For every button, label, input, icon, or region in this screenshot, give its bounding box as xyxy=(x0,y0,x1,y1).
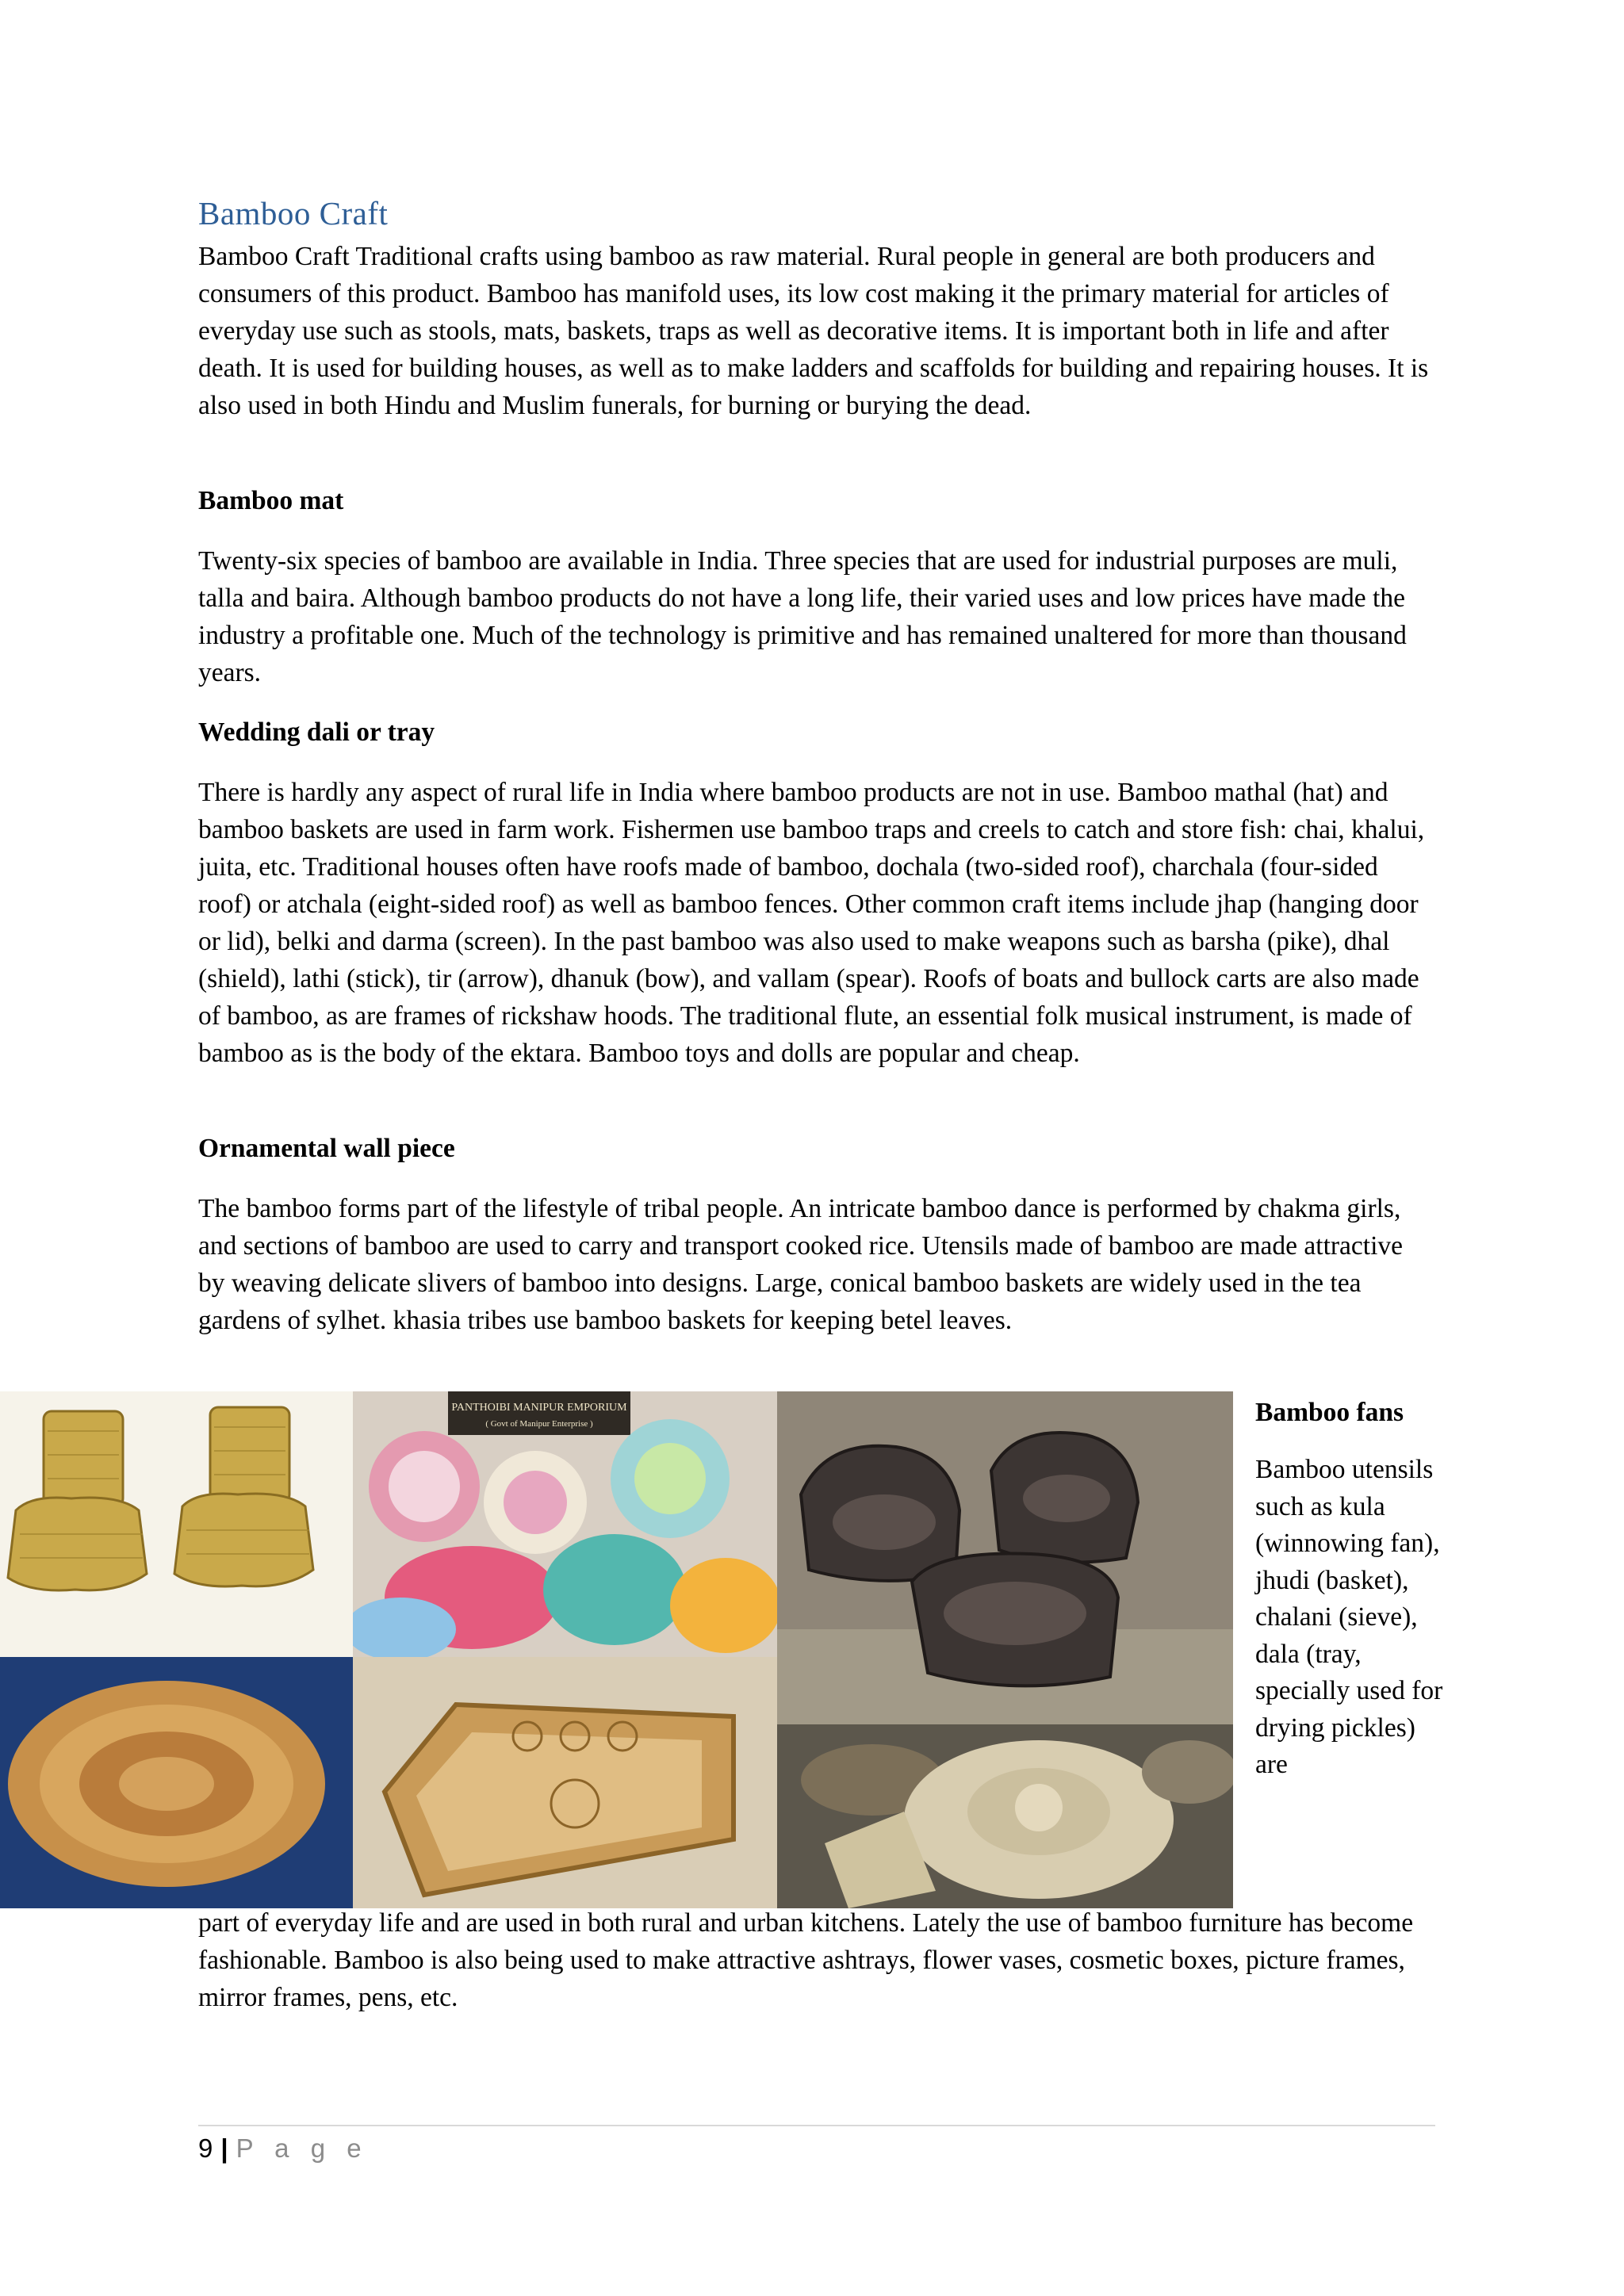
wedding-dali-body xyxy=(198,774,1435,1072)
bamboo-products-collage xyxy=(0,1391,1233,1908)
intro-block xyxy=(198,238,1435,424)
photo-wicker-furniture xyxy=(777,1391,1233,1724)
bamboo-fans-continued xyxy=(198,1904,1435,2016)
photo-bamboo-chairs xyxy=(0,1391,353,1657)
bamboo-fans-continued-paragraph: part of everyday life and are used in both rural and urban kitchens. Lately the use of bamboo furniture has become fashionable. Bamboo is also being used to make attractive ashtrays, flower vases, cosmetic boxes, picture frames, mirror frames, pens, etc. xyxy=(198,1908,1414,2012)
bamboo-mat-paragraph: Twenty-six species of bamboo are available in India. Three species that are used for industrial purposes are muli, talla and baira. Although bamboo products do not have a long life, their varied uses and low prices have made the industry a profitable one. Much of the technology is primitive and has remained unaltered for more than thousand years. xyxy=(198,546,1407,687)
bamboo-fans-heading: Bamboo fans xyxy=(1255,1398,1404,1427)
bamboo-mat-heading: Bamboo mat xyxy=(198,486,344,515)
bamboo-fans-side-column xyxy=(1255,1394,1446,1784)
photo-round-basket xyxy=(0,1657,353,1908)
page-label: P a g e xyxy=(236,2133,369,2163)
wedding-dali-heading: Wedding dali or tray xyxy=(198,718,435,747)
bamboo-fans-side-paragraph: Bamboo utensils such as kula (winnowing fan), jhudi (basket), chalani (sieve), dala (tray, specially used for drying pickles) are xyxy=(1255,1455,1443,1779)
page-footer xyxy=(198,2131,369,2166)
footer-divider xyxy=(198,2125,1435,2126)
photo-woven-hats-fans xyxy=(777,1724,1233,1908)
shop-sign-subtext: ( Govt of Manipur Enterprise ) xyxy=(485,1419,593,1429)
intro-paragraph: Bamboo Craft Traditional crafts using bamboo as raw material. Rural people in general are both producers and consumers of this product. Bamboo has manifold uses, its low cost making it the primary material for articles of everyday use such as stools, mats, baskets, traps as well as decorative items. It is important both in life and after death. It is used for building houses, as well as to make ladders and scaffolds for building and repairing houses. It is also used in both Hindu and Muslim funerals, for burning or burying the dead. xyxy=(198,242,1429,420)
ornamental-paragraph: The bamboo forms part of the lifestyle of tribal people. An intricate bamboo dance is performed by chakma girls, and sections of bamboo are used to carry and transport cooked rice. Utensils made of bamboo are made attractive by weaving delicate slivers of bamboo into designs. Large, conical bamboo baskets are widely used in the tea gardens of sylhet. khasia tribes use bamboo baskets for keeping betel leaves. xyxy=(198,1194,1404,1335)
section-title: Bamboo Craft xyxy=(198,195,389,232)
ornamental-heading: Ornamental wall piece xyxy=(198,1134,455,1163)
bamboo-mat-section xyxy=(198,482,1435,519)
ornamental-body xyxy=(198,1190,1435,1339)
bamboo-mat-body xyxy=(198,542,1435,691)
photo-rectangular-tray xyxy=(353,1657,777,1908)
ornamental-section xyxy=(198,1130,1435,1167)
wedding-dali-paragraph: There is hardly any aspect of rural life in India where bamboo products are not in use. Bamboo mathal (hat) and bamboo baskets are used in farm work. Fishermen use bamboo traps and creels to catch and store fish: chai, khalui, juita, etc. Traditional houses often have roofs made of bamboo, dochala (two-sided roof), charchala (four-sided roof) or atchala (eight-sided roof) as well as bamboo fences. Other common craft items include jhap (hanging door or lid), belki and darma (screen). In the past bamboo was also used to make weapons such as barsha (pike), dhal (shield), lathi (stick), tir (arrow), dhanuk (bow), and vallam (spear). Roofs of boats and bullock carts are also made of bamboo, as are frames of rickshaw hoods. The traditional flute, an essential folk musical instrument, is made of bamboo as is the body of the ektara. Bamboo toys and dolls are popular and cheap. xyxy=(198,778,1425,1068)
page-number: 9 xyxy=(198,2133,213,2163)
footer-separator: | xyxy=(220,2133,228,2163)
wedding-dali-section xyxy=(198,714,1435,751)
shop-sign-text: PANTHOIBI MANIPUR EMPORIUM xyxy=(451,1402,627,1414)
photo-colorful-baskets xyxy=(353,1391,777,1657)
